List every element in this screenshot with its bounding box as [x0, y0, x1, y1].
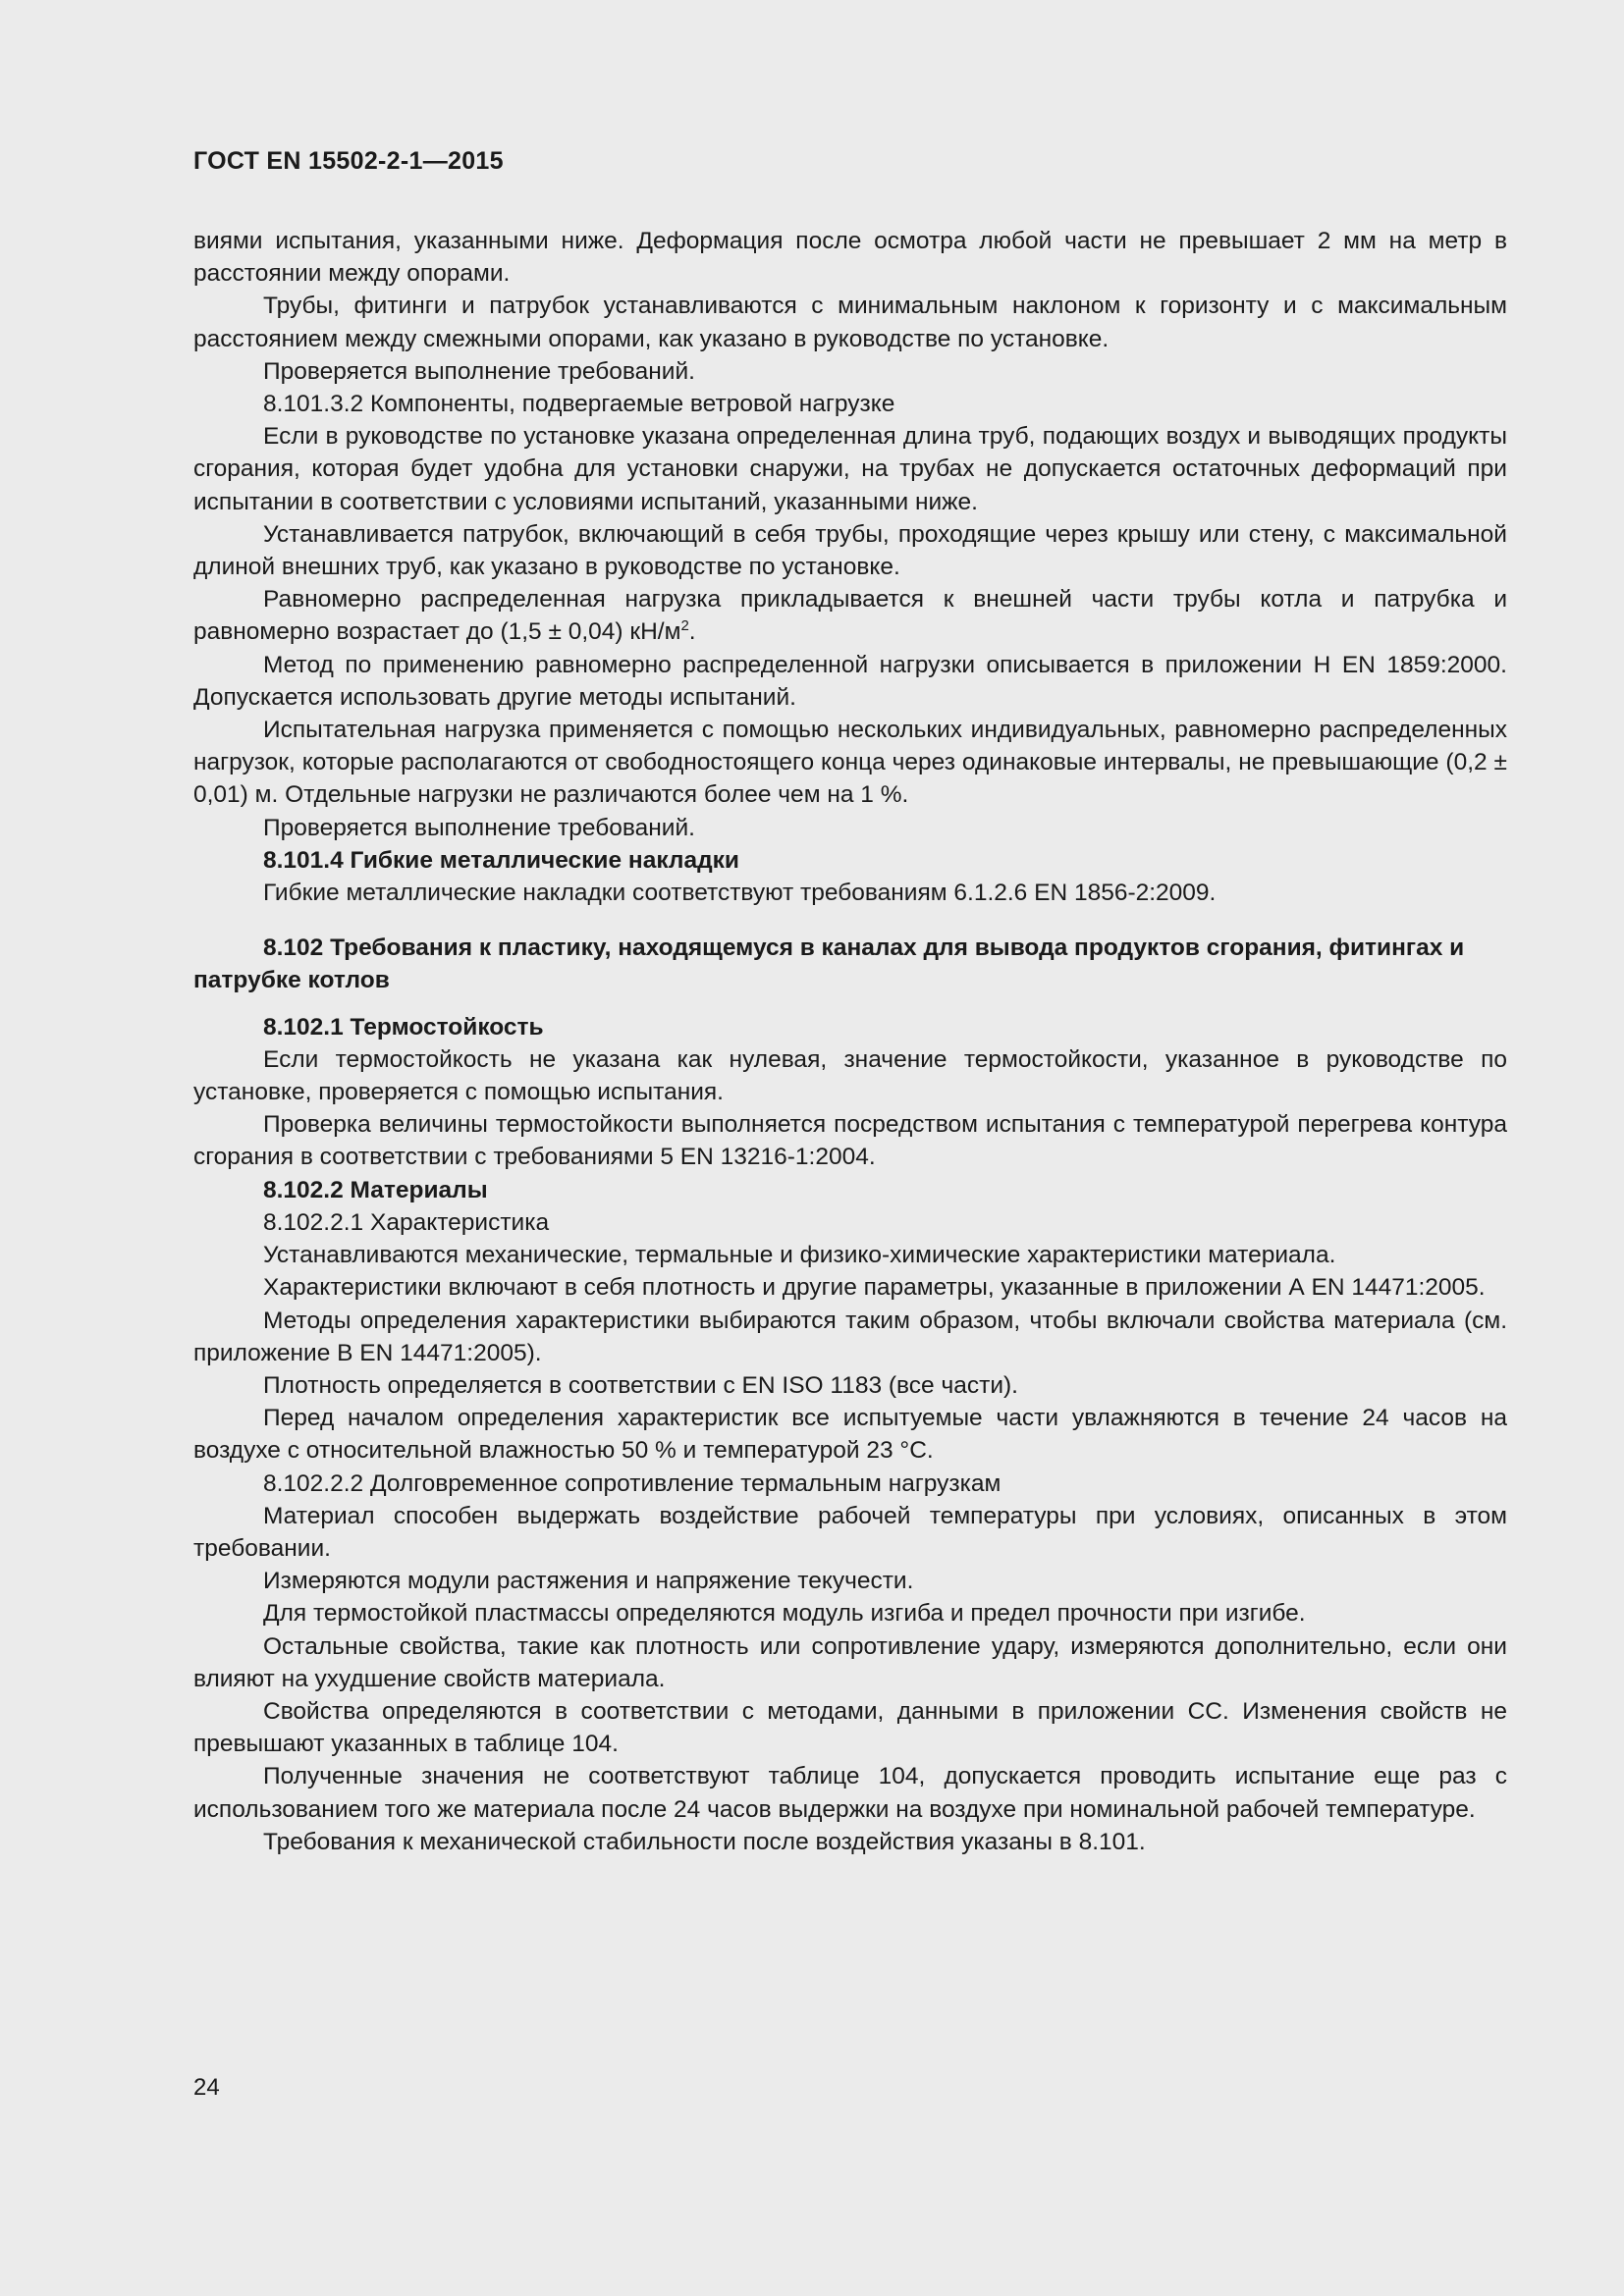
- paragraph: Проверка величины термостойкости выполняется посредством испытания с температурой перегрева контура сгорания в соответствии с требованиями 5 EN 13216-1:2004.: [193, 1111, 1507, 1171]
- paragraph: Методы определения характеристики выбираются таким образом, чтобы включали свойства материала (см. приложение В EN 14471:2005).: [193, 1307, 1507, 1366]
- paragraph: Свойства определяются в соответствии с методами, данными в приложении СС. Изменения свойств не превышают указанных в таблице 104.: [193, 1697, 1507, 1758]
- paragraph: Если в руководстве по установке указана определенная длина труб, подающих воздух и выводящих продукты сгорания, которая будет удобна для установки снаружи, на трубах не допускается остаточных деформаций при испытании в соответствии с условиями испытаний, указанными ниже.: [193, 423, 1507, 515]
- paragraph: Трубы, фитинги и патрубок устанавливаются с минимальным наклоном к горизонту и с максимальным расстоянием между смежными опорами, как указано в руководстве по установке.: [193, 293, 1507, 352]
- paragraph: Остальные свойства, такие как плотность или сопротивление удару, измеряются дополнительно, если они влияют на ухудшение свойств материала.: [193, 1632, 1507, 1692]
- paragraph: Проверяется выполнение требований.: [263, 814, 695, 841]
- paragraph: Устанавливается патрубок, включающий в себя трубы, проходящие через крышу или стену, с максимальной длиной внешних труб, как указано в руководстве по установке.: [193, 520, 1507, 581]
- section-heading: 8.102 Требования к пластику, находящемуся в каналах для вывода продуктов сгорания, фитингах и патрубке котлов: [193, 934, 1465, 994]
- paragraph: Требования к механической стабильности после воздействия указаны в 8.101.: [263, 1828, 1146, 1855]
- paragraph: Перед началом определения характеристик все испытуемые части увлажняются в течение 24 часов на воздухе с относительной влажностью 50 % и температурой 23 °С.: [193, 1405, 1507, 1465]
- paragraph: Если термостойкость не указана как нулевая, значение термостойкости, указанное в руководстве по установке, проверяется с помощью испытания.: [193, 1045, 1507, 1106]
- paragraph: Материал способен выдержать воздействие рабочей температуры при условиях, описанных в этом требовании.: [193, 1502, 1507, 1562]
- section-heading: 8.102.1 Термостойкость: [263, 1013, 544, 1041]
- paragraph-end: .: [688, 618, 696, 646]
- paragraph: Характеристики включают в себя плотность и другие параметры, указанные в приложении А EN 14471:2005.: [263, 1274, 1486, 1302]
- clause-heading: 8.102.2.2 Долговременное сопротивление термальным нагрузкам: [263, 1469, 1001, 1497]
- paragraph: Устанавливаются механические, термальные и физико-химические характеристики материала.: [263, 1242, 1336, 1269]
- clause-heading: 8.101.3.2 Компоненты, подвергаемые ветровой нагрузке: [263, 391, 895, 418]
- paragraph: Для термостойкой пластмассы определяются модуль изгиба и предел прочности при изгибе.: [263, 1600, 1306, 1628]
- paragraph: Гибкие металлические накладки соответствуют требованиям 6.1.2.6 EN 1856-2:2009.: [263, 880, 1217, 907]
- paragraph: [193, 583, 1507, 648]
- superscript: 2: [680, 617, 689, 635]
- paragraph: виями испытания, указанными ниже. Деформация после осмотра любой части не превышает 2 мм на метр в расстоянии между опорами.: [193, 228, 1507, 288]
- paragraph: Испытательная нагрузка применяется с помощью нескольких индивидуальных, равномерно распределенных нагрузок, которые располагаются от свободностоящего конца через одинаковые интервалы, не превышающие (0,2 ± 0,01) м. Отдельные нагрузки не различаются более чем на 1 %.: [193, 717, 1507, 809]
- paragraph: Измеряются модули растяжения и напряжение текучести.: [263, 1568, 914, 1595]
- document-body: [193, 225, 1507, 1858]
- paragraph-text: Равномерно распределенная нагрузка прикладывается к внешней части трубы котла и патрубка и равномерно возрастает до (1,5 ± 0,04) кН/м: [193, 586, 1507, 646]
- page-number: 24: [193, 2074, 220, 2101]
- paragraph: Метод по применению равномерно распределенной нагрузки описывается в приложении Н EN 1859:2000. Допускается использовать другие методы испытаний.: [193, 651, 1507, 711]
- clause-heading: 8.102.2.1 Характеристика: [263, 1208, 550, 1236]
- paragraph: Проверяется выполнение требований.: [263, 357, 695, 385]
- paragraph: Полученные значения не соответствуют таблице 104, допускается проводить испытание еще раз с использованием того же материала после 24 часов выдержки на воздухе при номинальной рабочей температуре.: [193, 1763, 1507, 1823]
- section-heading: 8.102.2 Материалы: [263, 1176, 488, 1203]
- document-header: ГОСТ EN 15502-2-1—2015: [193, 147, 504, 175]
- paragraph: Плотность определяется в соответствии с EN ISO 1183 (все части).: [263, 1371, 1018, 1399]
- section-heading: 8.101.4 Гибкие металлические накладки: [263, 846, 739, 874]
